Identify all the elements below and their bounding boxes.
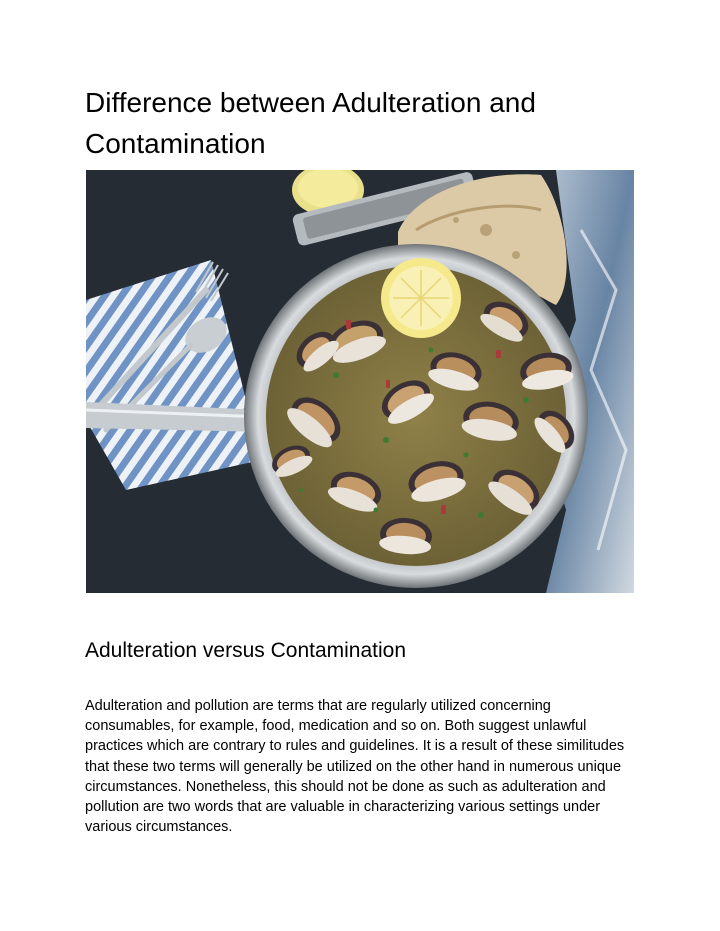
page-title: Difference between Adulteration and Contamination xyxy=(85,87,536,159)
clams-pan-photo xyxy=(86,170,634,593)
section-heading: Adulteration versus Contamination xyxy=(85,639,407,662)
body-paragraph: Adulteration and pollution are terms that are regularly utilized concerning consumables, for example, food, medication and so on. Both suggest unlawful practices which are contrary to rules and guidelines. It is a result of these similitudes that these two terms will generally be utilized on the other hand in numerous unique circumstances. Nonetheless, this should not be done as such as adulteration and pollution are two words that are valuable in characterizing various settings under various circumstances. xyxy=(85,698,625,836)
